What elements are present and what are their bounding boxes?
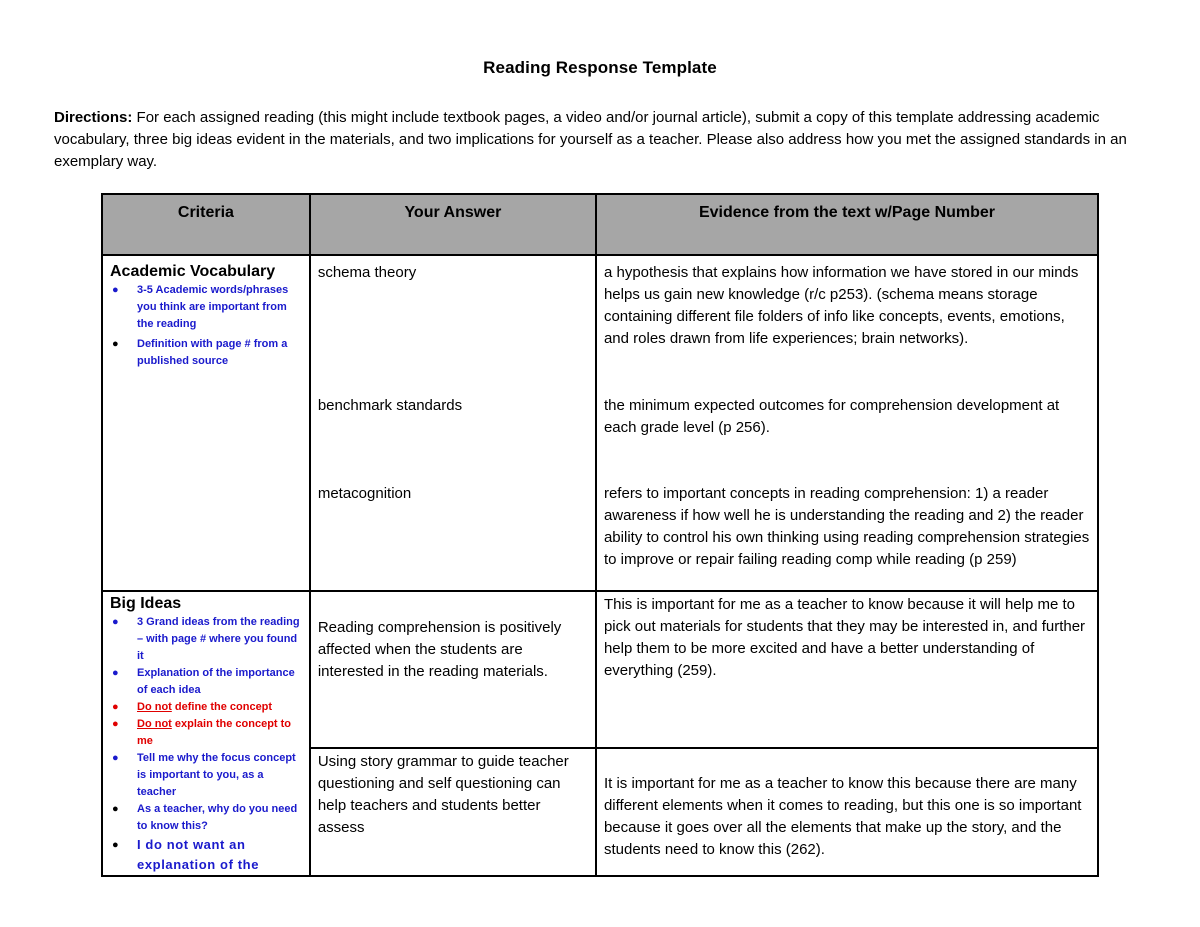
header-your-answer: Your Answer: [310, 194, 596, 255]
vocab-tip-text: Definition with page # from a published source: [137, 338, 288, 367]
big-ideas-tip-text: explain the concept to me: [137, 718, 292, 747]
big-ideas-tip-text: Tell me why the focus concept is important to you, as a teacher: [137, 752, 296, 798]
page-title: Reading Response Template: [483, 58, 717, 77]
vocab-tip-text: 3-5 Academic words/phrases you think are important from the reading: [137, 284, 289, 330]
big-ideas-tip: [110, 835, 301, 875]
directions-paragraph: [54, 107, 1149, 173]
bullet-icon: ●: [112, 667, 119, 679]
vocab-evidence: the minimum expected outcomes for comprehension development at each grade level (p 256).: [603, 397, 1060, 436]
bullet-icon: ●: [112, 803, 119, 815]
big-ideas-tip-text: define the concept: [171, 701, 273, 713]
big-ideas-tip: [110, 665, 301, 699]
big-ideas-tip-underline: Do not: [137, 701, 172, 713]
directions-label: Directions:: [54, 109, 133, 126]
vocab-evidence: refers to important concepts in reading comprehension: 1) a reader awareness if how well he is understanding the reading and 2) the reader ability to control his own thinking using reading comprehension strategies to improve or repair failing reading comp while reading (p 259): [603, 485, 1090, 568]
header-evidence: Evidence from the text w/Page Number: [596, 194, 1098, 255]
big-ideas-tip-text: I do not want an explanation of the: [137, 837, 260, 872]
vocab-evidence: a hypothesis that explains how information we have stored in our minds helps us gain new knowledge (r/c p253). (schema means storage containing different file folders of info like concepts, events, emotions, and roles drawn from life experiences; brain networks).: [603, 264, 1079, 347]
bullet-icon: ●: [112, 284, 119, 296]
big-ideas-heading: Big Ideas: [110, 595, 182, 612]
big-ideas-tips: [103, 614, 309, 875]
big-ideas-tip: [110, 699, 301, 716]
directions-text: For each assigned reading (this might include textbook pages, a video and/or journal article), submit a copy of this template addressing academic vocabulary, three big ideas evident in the materials, and two implications for yourself as a teacher. Please also address how you met the assigned standards in an exemplary way.: [54, 109, 1127, 170]
vocab-tip: [110, 282, 301, 333]
big-ideas-answer: Using story grammar to guide teacher questioning and self questioning can help teachers and students better assess: [317, 752, 569, 836]
big-ideas-tip: [110, 716, 301, 750]
big-ideas-tip: [110, 801, 301, 835]
vocab-answer: benchmark standards: [317, 397, 463, 414]
big-ideas-answer: Reading comprehension is positively affected when the students are interested in the reading materials.: [317, 619, 562, 680]
big-ideas-answer-cell: [310, 591, 596, 748]
vocab-heading: Academic Vocabulary: [110, 263, 276, 280]
vocab-tips: [103, 282, 309, 370]
big-ideas-row-1: [102, 591, 1098, 748]
bullet-icon: ●: [112, 338, 119, 350]
big-ideas-tip-text: Explanation of the importance of each idea: [137, 667, 295, 696]
header-criteria: Criteria: [102, 194, 310, 255]
big-ideas-tip-text: As a teacher, why do you need to know this?: [137, 803, 298, 832]
big-ideas-evidence-cell: [596, 748, 1098, 876]
vocab-criteria-cell: [102, 255, 310, 591]
bullet-icon: ●: [112, 701, 119, 713]
bullet-icon: ●: [112, 752, 119, 764]
bullet-icon: ●: [112, 839, 120, 851]
big-ideas-criteria-cell: [102, 591, 310, 876]
big-ideas-evidence: This is important for me as a teacher to know because it will help me to pick out materials for students that they may be interested in, and further help them to be more excited and have a better understanding of everything (259).: [603, 596, 1086, 679]
vocab-evidence-cell: [596, 255, 1098, 591]
bullet-icon: ●: [112, 616, 119, 628]
response-table: [101, 193, 1099, 877]
big-ideas-tip-text: 3 Grand ideas from the reading – with page # where you found it: [137, 616, 300, 662]
big-ideas-tip-underline: Do not: [137, 718, 172, 730]
vocab-row: [102, 255, 1098, 591]
header-row: [102, 194, 1098, 255]
vocab-answer-cell: [310, 255, 596, 591]
big-ideas-tip: [110, 750, 301, 801]
vocab-answer: metacognition: [317, 485, 412, 502]
vocab-tip: [110, 336, 301, 370]
big-ideas-evidence-cell: [596, 591, 1098, 748]
big-ideas-evidence: It is important for me as a teacher to know this because there are many different elements when it comes to reading, but this one is so important because it goes over all the elements that make up the story, and the students need to know this (262).: [603, 774, 1082, 858]
bullet-icon: ●: [112, 718, 119, 730]
vocab-answer: schema theory: [317, 264, 417, 281]
big-ideas-tip: [110, 614, 301, 665]
big-ideas-answer-cell: [310, 748, 596, 876]
